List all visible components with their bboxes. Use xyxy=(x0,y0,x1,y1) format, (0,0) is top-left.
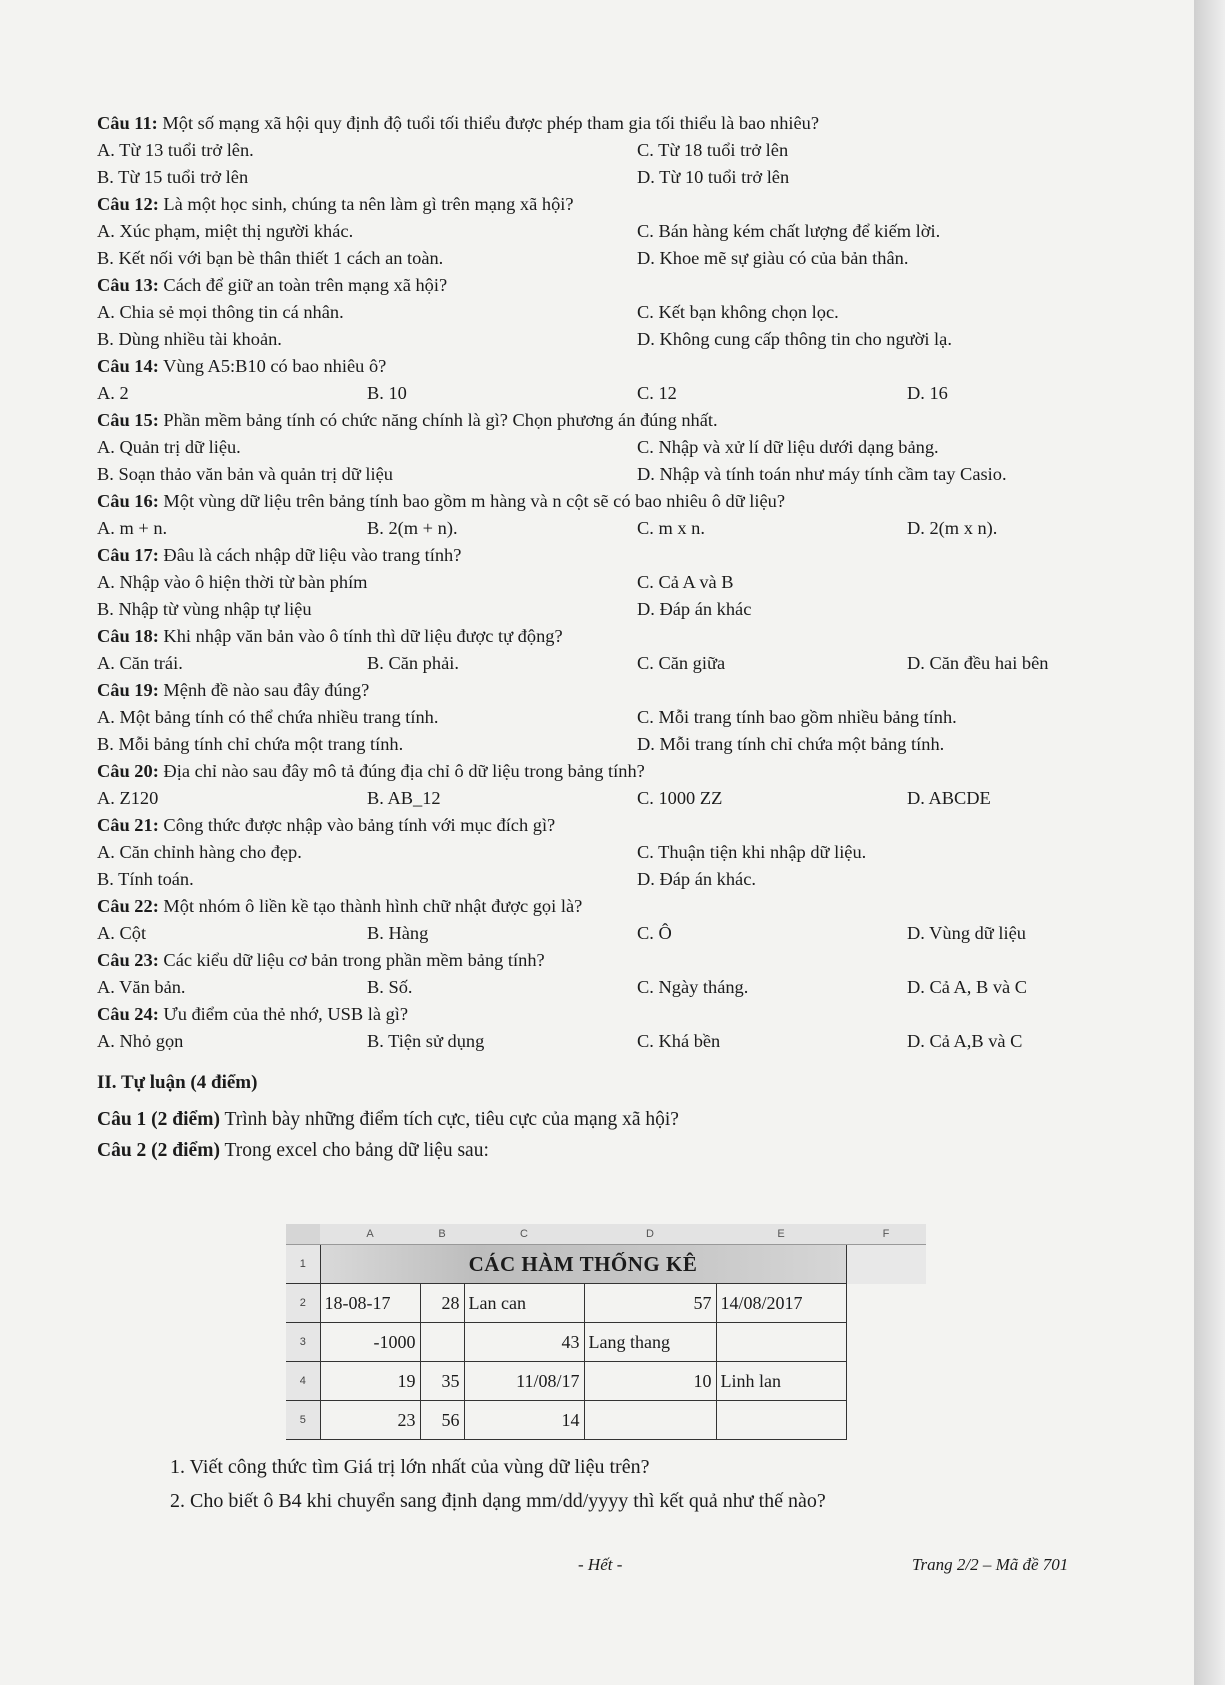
question-stem xyxy=(97,542,1137,569)
cell-b3 xyxy=(420,1323,464,1362)
answer-option: B. Căn phải. xyxy=(367,653,459,673)
question-text: Ưu điểm của thẻ nhớ, USB là gì? xyxy=(158,1004,409,1024)
option-row xyxy=(97,704,1137,731)
corner-cell xyxy=(286,1224,320,1245)
question-text: Mệnh đề nào sau đây đúng? xyxy=(158,680,370,700)
sheet-row-5 xyxy=(286,1401,926,1440)
answer-option: C. Bán hàng kém chất lượng để kiếm lời. xyxy=(637,221,941,241)
answer-option: C. Mỗi trang tính bao gồm nhiều bảng tính. xyxy=(637,707,957,727)
answer-option: C. 1000 ZZ xyxy=(637,788,723,808)
answer-option: D. Căn đều hai bên xyxy=(907,653,1049,673)
answer-option: B. Tiện sử dụng xyxy=(367,1031,485,1051)
cell-d5 xyxy=(584,1401,716,1440)
answer-option: A. Căn trái. xyxy=(97,653,183,673)
col-header-d: D xyxy=(584,1224,716,1245)
answer-option: B. 10 xyxy=(367,383,407,403)
question-stem xyxy=(97,110,1137,137)
cell-a2: 18-08-17 xyxy=(320,1284,420,1323)
cell-a3: -1000 xyxy=(320,1323,420,1362)
cell-e5 xyxy=(716,1401,846,1440)
question-label: Câu 23: xyxy=(97,950,159,970)
option-row xyxy=(97,731,1137,758)
answer-option: A. Chia sẻ mọi thông tin cá nhân. xyxy=(97,302,344,322)
row-number: 3 xyxy=(286,1323,320,1362)
cell-c3: 43 xyxy=(464,1323,584,1362)
option-row xyxy=(97,218,1137,245)
answer-option: D. Không cung cấp thông tin cho người lạ. xyxy=(637,329,952,349)
option-row xyxy=(97,461,1137,488)
question-text: Vùng A5:B10 có bao nhiêu ô? xyxy=(158,356,387,376)
cell-d4: 10 xyxy=(584,1362,716,1401)
cell-b2: 28 xyxy=(420,1284,464,1323)
cell-c5: 14 xyxy=(464,1401,584,1440)
answer-option: C. Căn giữa xyxy=(637,653,726,673)
cell-b4: 35 xyxy=(420,1362,464,1401)
answer-option: D. 16 xyxy=(907,383,948,403)
essay-questions xyxy=(97,1104,1137,1166)
question-text: Địa chỉ nào sau đây mô tả đúng địa chỉ ô dữ liệu trong bảng tính? xyxy=(158,761,645,781)
cell-a4: 19 xyxy=(320,1362,420,1401)
option-row xyxy=(97,515,1137,542)
answer-option: A. 2 xyxy=(97,383,129,403)
empty-cell xyxy=(846,1362,926,1401)
option-row xyxy=(97,434,1137,461)
question-label: Câu 13: xyxy=(97,275,159,295)
answer-option: D. Khoe mẽ sự giàu có của bản thân. xyxy=(637,248,909,268)
answer-option: D. Vùng dữ liệu xyxy=(907,923,1026,943)
essay-label: Câu 2 (2 điểm) xyxy=(97,1140,220,1161)
option-row xyxy=(97,785,1137,812)
answer-option: D. Đáp án khác xyxy=(637,599,752,619)
essay-question xyxy=(97,1135,1137,1166)
question-label: Câu 21: xyxy=(97,815,159,835)
answer-option: B. Nhập từ vùng nhập tự liệu xyxy=(97,599,312,619)
col-header-a: A xyxy=(320,1224,420,1245)
question-text: Cách để giữ an toàn trên mạng xã hội? xyxy=(158,275,448,295)
question-text: Một vùng dữ liệu trên bảng tính bao gồm m hàng và n cột sẽ có bao nhiêu ô dữ liệu? xyxy=(158,491,786,511)
sub-question-2: 2. Cho biết ô B4 khi chuyển sang định dạng mm/dd/yyyy thì kết quả như thế nào? xyxy=(170,1490,826,1512)
answer-option: D. Cả A,B và C xyxy=(907,1031,1023,1051)
answer-option: B. Hàng xyxy=(367,923,429,943)
question-stem xyxy=(97,488,1137,515)
answer-option: C. Kết bạn không chọn lọc. xyxy=(637,302,839,322)
question-stem xyxy=(97,272,1137,299)
spreadsheet-table xyxy=(286,1224,926,1450)
option-row xyxy=(97,569,1137,596)
row-number: 2 xyxy=(286,1284,320,1323)
option-row xyxy=(97,137,1137,164)
cell-b5: 56 xyxy=(420,1401,464,1440)
answer-option: B. Số. xyxy=(367,977,413,997)
question-label: Câu 24: xyxy=(97,1004,159,1024)
question-stem xyxy=(97,353,1137,380)
answer-option: D. Cả A, B và C xyxy=(907,977,1028,997)
cell-e4: Linh lan xyxy=(716,1362,846,1401)
sub-question-1: 1. Viết công thức tìm Giá trị lớn nhất của vùng dữ liệu trên? xyxy=(170,1456,650,1478)
empty-cell xyxy=(846,1323,926,1362)
question-stem xyxy=(97,677,1137,704)
question-stem xyxy=(97,191,1137,218)
cell-a5: 23 xyxy=(320,1401,420,1440)
answer-option: A. Nhỏ gọn xyxy=(97,1031,184,1051)
cell-e2: 14/08/2017 xyxy=(716,1284,846,1323)
page-edge xyxy=(1194,0,1225,1685)
answer-option: C. Khá bền xyxy=(637,1031,721,1051)
question-stem xyxy=(97,758,1137,785)
question-label: Câu 20: xyxy=(97,761,159,781)
section-title: II. Tự luận (4 điểm) xyxy=(97,1072,258,1093)
question-stem xyxy=(97,1001,1137,1028)
option-row xyxy=(97,974,1137,1001)
question-label: Câu 18: xyxy=(97,626,159,646)
essay-question xyxy=(97,1104,1137,1135)
option-row xyxy=(97,245,1137,272)
question-text: Một nhóm ô liền kề tạo thành hình chữ nhật được gọi là? xyxy=(158,896,583,916)
answer-option: D. Từ 10 tuổi trở lên xyxy=(637,167,790,187)
row-number: 1 xyxy=(286,1245,320,1284)
answer-option: C. Từ 18 tuổi trở lên xyxy=(637,140,789,160)
question-text: Đâu là cách nhập dữ liệu vào trang tính? xyxy=(158,545,462,565)
answer-option: A. Xúc phạm, miệt thị người khác. xyxy=(97,221,354,241)
question-stem xyxy=(97,407,1137,434)
option-row xyxy=(97,920,1137,947)
question-stem xyxy=(97,812,1137,839)
footer-end-mark: - Hết - xyxy=(578,1555,623,1574)
question-label: Câu 22: xyxy=(97,896,159,916)
option-row xyxy=(97,1028,1137,1055)
option-row xyxy=(97,380,1137,407)
cell-c2: Lan can xyxy=(464,1284,584,1323)
answer-option: A. Từ 13 tuổi trở lên. xyxy=(97,140,254,160)
option-row xyxy=(97,866,1137,893)
answer-option: B. Từ 15 tuổi trở lên xyxy=(97,167,249,187)
sheet-row-1 xyxy=(286,1245,926,1284)
question-label: Câu 12: xyxy=(97,194,159,214)
empty-cell xyxy=(846,1401,926,1440)
row-number: 4 xyxy=(286,1362,320,1401)
question-text: Công thức được nhập vào bảng tính với mục đích gì? xyxy=(158,815,556,835)
empty-cell xyxy=(846,1284,926,1323)
answer-option: A. m + n. xyxy=(97,518,168,538)
row-number: 5 xyxy=(286,1401,320,1440)
answer-option: D. 2(m x n). xyxy=(907,518,998,538)
sheet-row-3 xyxy=(286,1323,926,1362)
answer-option: D. Nhập và tính toán như máy tính cầm tay Casio. xyxy=(637,464,1007,484)
answer-option: C. Cả A và B xyxy=(637,572,734,592)
sheet-row-2 xyxy=(286,1284,926,1323)
answer-option: B. Tính toán. xyxy=(97,869,194,889)
answer-option: D. Đáp án khác. xyxy=(637,869,756,889)
answer-option: B. Soạn thảo văn bản và quản trị dữ liệu xyxy=(97,464,393,484)
footer-page-code: Trang 2/2 – Mã đề 701 xyxy=(912,1555,1069,1574)
sheet-row-4 xyxy=(286,1362,926,1401)
question-text: Là một học sinh, chúng ta nên làm gì trên mạng xã hội? xyxy=(158,194,574,214)
option-row xyxy=(97,299,1137,326)
answer-option: B. Kết nối với bạn bè thân thiết 1 cách an toàn. xyxy=(97,248,444,268)
col-header-f: F xyxy=(846,1224,926,1245)
question-stem xyxy=(97,623,1137,650)
question-text: Phần mềm bảng tính có chức năng chính là gì? Chọn phương án đúng nhất. xyxy=(158,410,718,430)
question-label: Câu 11: xyxy=(97,113,158,133)
essay-label: Câu 1 (2 điểm) xyxy=(97,1109,220,1130)
answer-option: A. Một bảng tính có thể chứa nhiều trang tính. xyxy=(97,707,439,727)
col-header-b: B xyxy=(420,1224,464,1245)
question-label: Câu 15: xyxy=(97,410,159,430)
cell-d3: Lang thang xyxy=(584,1323,716,1362)
option-row xyxy=(97,596,1137,623)
answer-option: A. Z120 xyxy=(97,788,159,808)
option-row xyxy=(97,326,1137,353)
answer-option: B. AB_12 xyxy=(367,788,441,808)
answer-option: A. Nhập vào ô hiện thời từ bàn phím xyxy=(97,572,368,592)
answer-option: C. 12 xyxy=(637,383,677,403)
answer-option: C. Ô xyxy=(637,923,672,943)
answer-option: C. Thuận tiện khi nhập dữ liệu. xyxy=(637,842,867,862)
answer-option: B. 2(m + n). xyxy=(367,518,458,538)
answer-option: D. Mỗi trang tính chỉ chứa một bảng tính. xyxy=(637,734,945,754)
option-row xyxy=(97,164,1137,191)
question-label: Câu 14: xyxy=(97,356,159,376)
question-stem xyxy=(97,893,1137,920)
answer-option: C. Nhập và xử lí dữ liệu dưới dạng bảng. xyxy=(637,437,939,457)
question-label: Câu 19: xyxy=(97,680,159,700)
answer-option: A. Quản trị dữ liệu. xyxy=(97,437,241,457)
answer-option: A. Căn chỉnh hàng cho đẹp. xyxy=(97,842,302,862)
essay-text: Trong excel cho bảng dữ liệu sau: xyxy=(219,1140,489,1161)
answer-option: B. Dùng nhiều tài khoản. xyxy=(97,329,282,349)
col-header-e: E xyxy=(716,1224,846,1245)
question-stem xyxy=(97,947,1137,974)
answer-option: C. Ngày tháng. xyxy=(637,977,749,997)
column-header-row xyxy=(286,1224,926,1245)
question-text: Một số mạng xã hội quy định độ tuổi tối thiểu được phép tham gia tối thiểu là bao nhiêu? xyxy=(157,113,820,133)
cell-d2: 57 xyxy=(584,1284,716,1323)
essay-text: Trình bày những điểm tích cực, tiêu cực của mạng xã hội? xyxy=(219,1109,679,1130)
option-row xyxy=(97,650,1137,677)
question-list xyxy=(97,110,1137,1166)
col-header-c: C xyxy=(464,1224,584,1245)
cell-c4: 11/08/17 xyxy=(464,1362,584,1401)
answer-option: A. Cột xyxy=(97,923,147,943)
option-row xyxy=(97,839,1137,866)
answer-option: D. ABCDE xyxy=(907,788,991,808)
answer-option: A. Văn bản. xyxy=(97,977,186,997)
question-text: Các kiểu dữ liệu cơ bản trong phần mềm bảng tính? xyxy=(158,950,545,970)
cell-e3 xyxy=(716,1323,846,1362)
question-label: Câu 17: xyxy=(97,545,159,565)
question-label: Câu 16: xyxy=(97,491,159,511)
sheet-title: CÁC HÀM THỐNG KÊ xyxy=(320,1245,846,1284)
answer-option: B. Mỗi bảng tính chỉ chứa một trang tính. xyxy=(97,734,404,754)
empty-cell xyxy=(846,1245,926,1284)
answer-option: C. m x n. xyxy=(637,518,705,538)
question-text: Khi nhập văn bản vào ô tính thì dữ liệu được tự động? xyxy=(158,626,563,646)
